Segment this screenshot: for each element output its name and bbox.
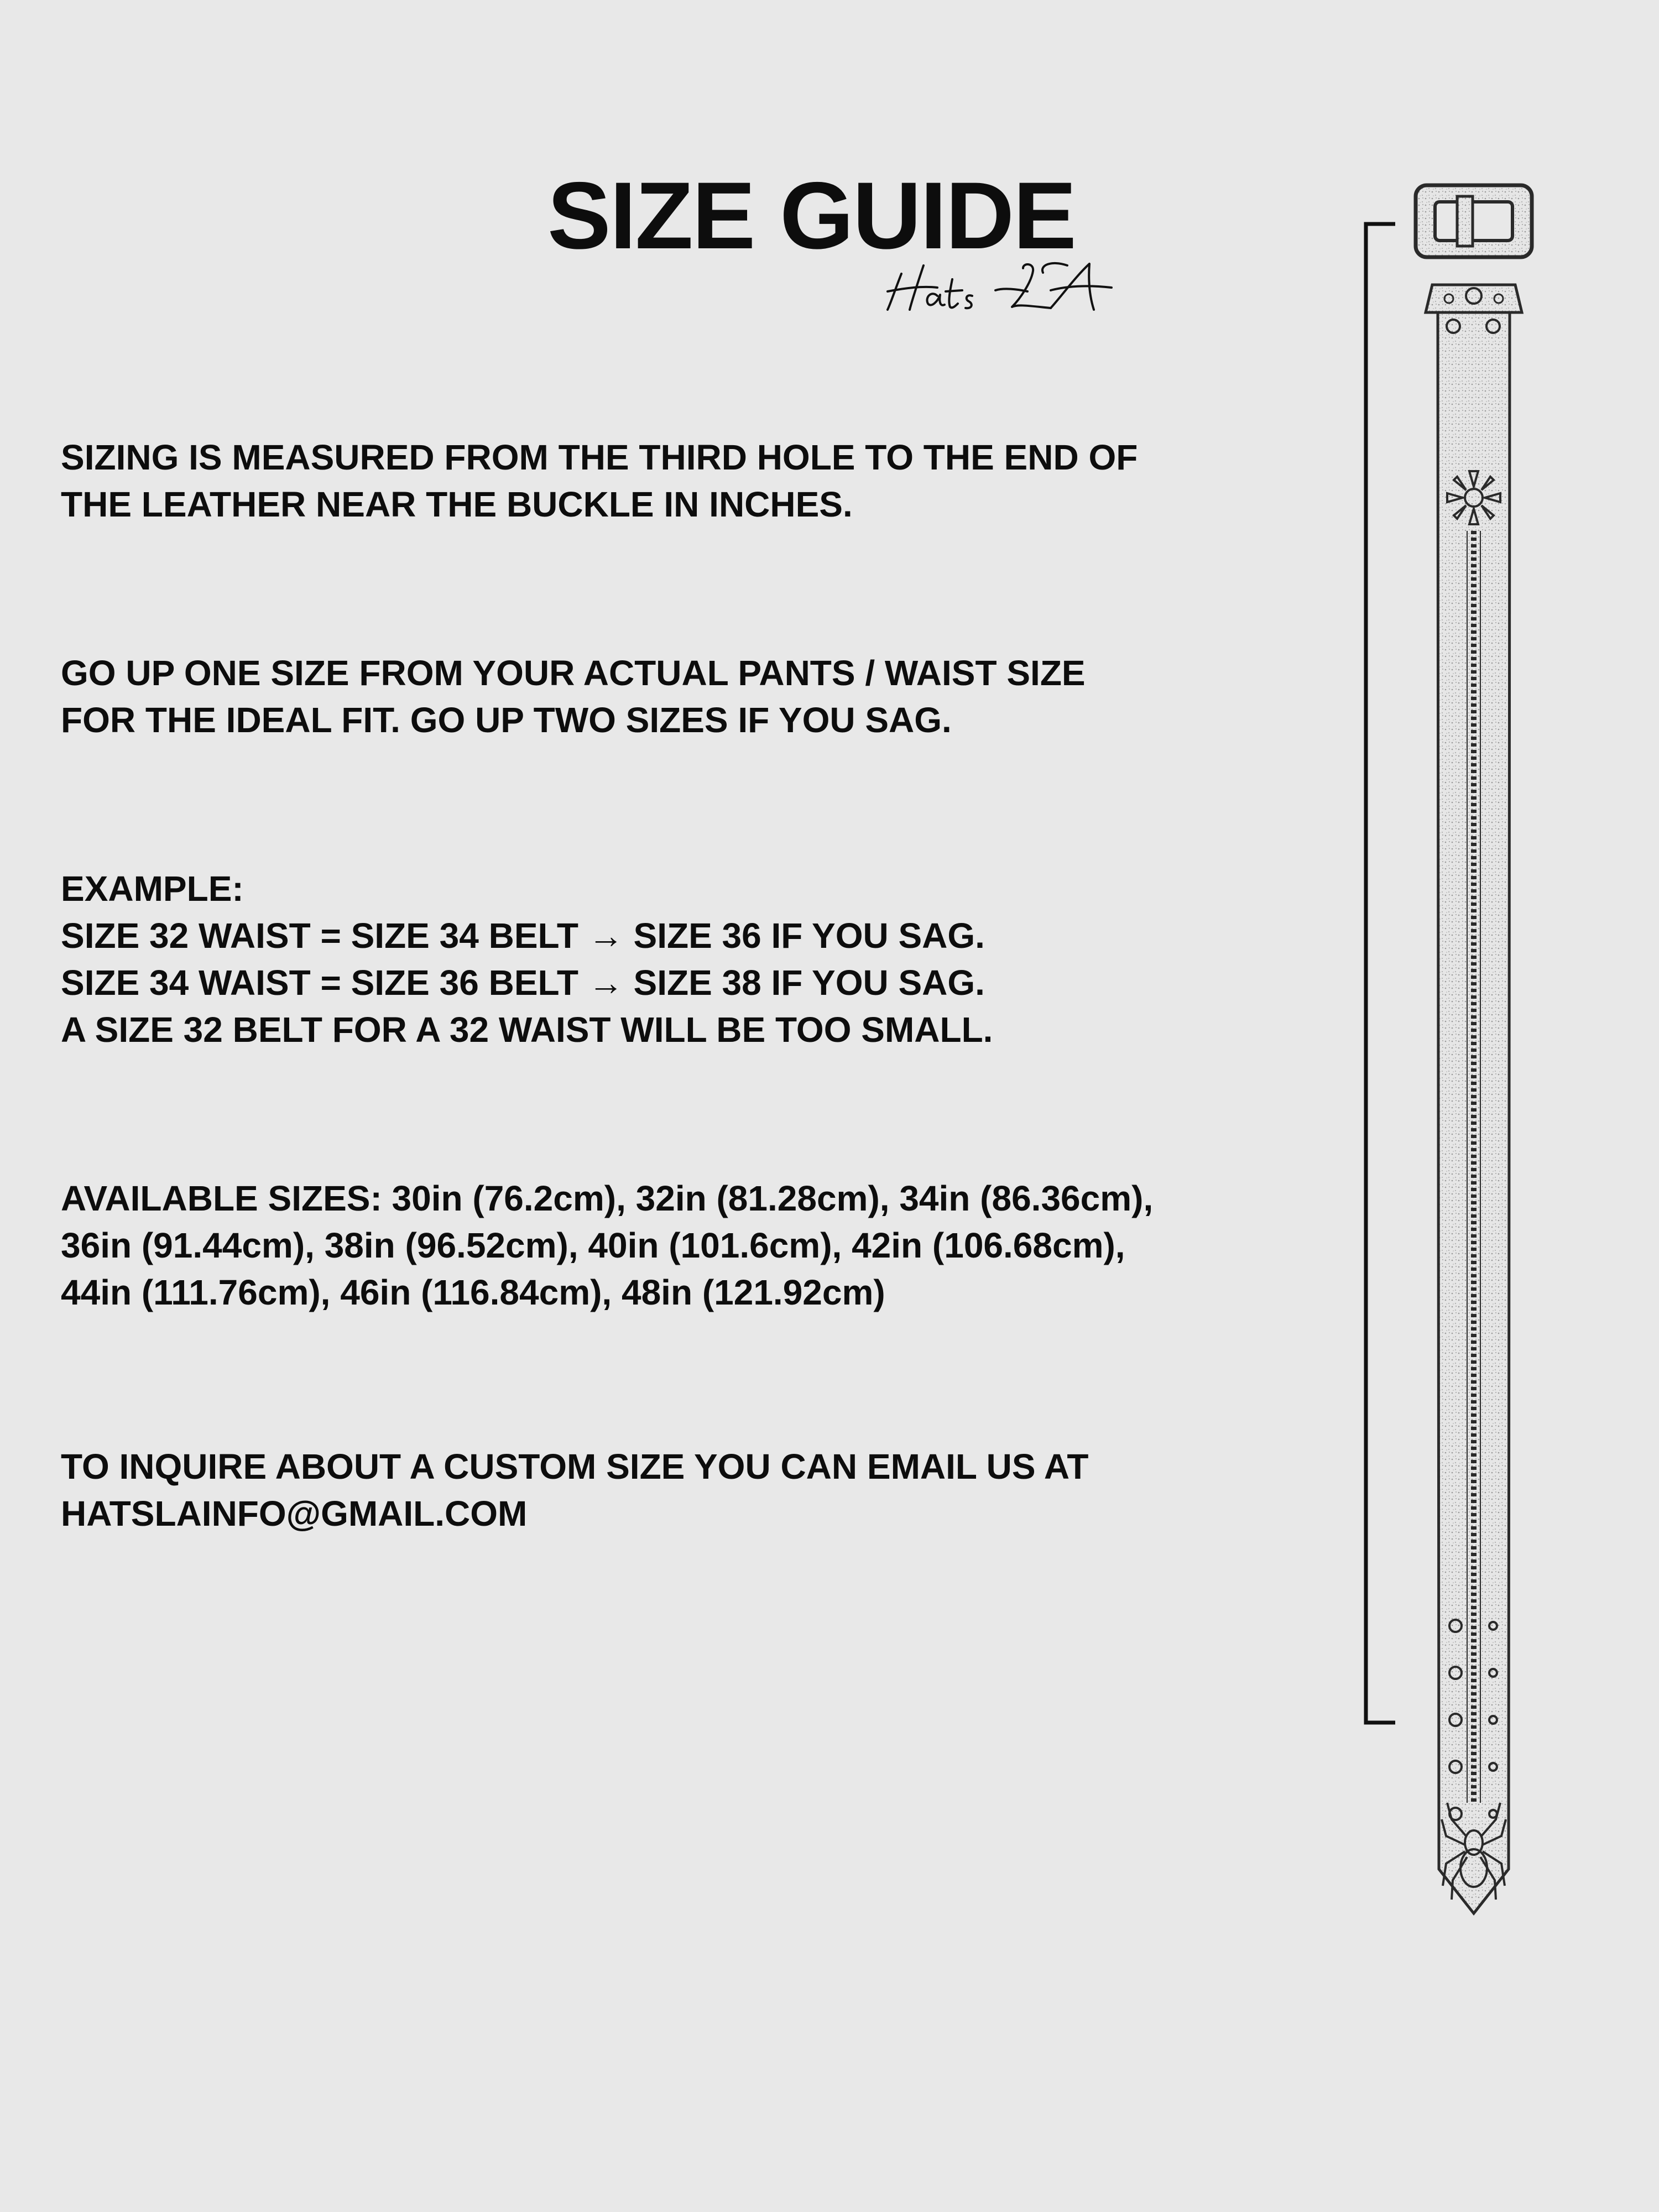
measurement-bracket-icon (1363, 221, 1396, 1725)
custom-size-contact (61, 1443, 1333, 1537)
measurement-instructions (61, 434, 1333, 528)
page-title: SIZE GUIDE (547, 163, 1076, 269)
paragraph-line: TO INQUIRE ABOUT A CUSTOM SIZE YOU CAN EMAIL US AT (61, 1447, 1089, 1486)
paragraph-line: AVAILABLE SIZES: 30in (76.2cm), 32in (81.28cm), 34in (86.36cm), (61, 1178, 1154, 1218)
brand-signature-logo (885, 257, 1117, 318)
paragraph-line: EXAMPLE: (61, 869, 244, 909)
paragraph-line: FOR THE IDEAL FIT. GO UP TWO SIZES IF YOU SAG. (61, 700, 952, 740)
belt-sketch-icon (1405, 177, 1548, 1924)
paragraph-line: GO UP ONE SIZE FROM YOUR ACTUAL PANTS / WAIST SIZE (61, 653, 1086, 693)
paragraph-line: THE LEATHER NEAR THE BUCKLE IN INCHES. (61, 484, 853, 524)
contact-email: HATSLAINFO@GMAIL.COM (61, 1494, 528, 1533)
paragraph-line: 36in (91.44cm), 38in (96.52cm), 40in (101.6cm), 42in (106.68cm), (61, 1225, 1125, 1265)
paragraph-line: A SIZE 32 BELT FOR A 32 WAIST WILL BE TOO SMALL. (61, 1010, 993, 1050)
paragraph-line: 44in (111.76cm), 46in (116.84cm), 48in (121.92cm) (61, 1272, 885, 1312)
paragraph-line: SIZE 34 WAIST = SIZE 36 BELT → SIZE 38 IF YOU SAG. (61, 963, 985, 1003)
fit-advice (61, 650, 1333, 744)
paragraph-line: SIZE 32 WAIST = SIZE 34 BELT → SIZE 36 IF YOU SAG. (61, 916, 985, 956)
paragraph-line: SIZING IS MEASURED FROM THE THIRD HOLE TO THE END OF (61, 437, 1138, 477)
available-sizes (61, 1175, 1333, 1316)
sizing-example (61, 865, 1333, 1053)
